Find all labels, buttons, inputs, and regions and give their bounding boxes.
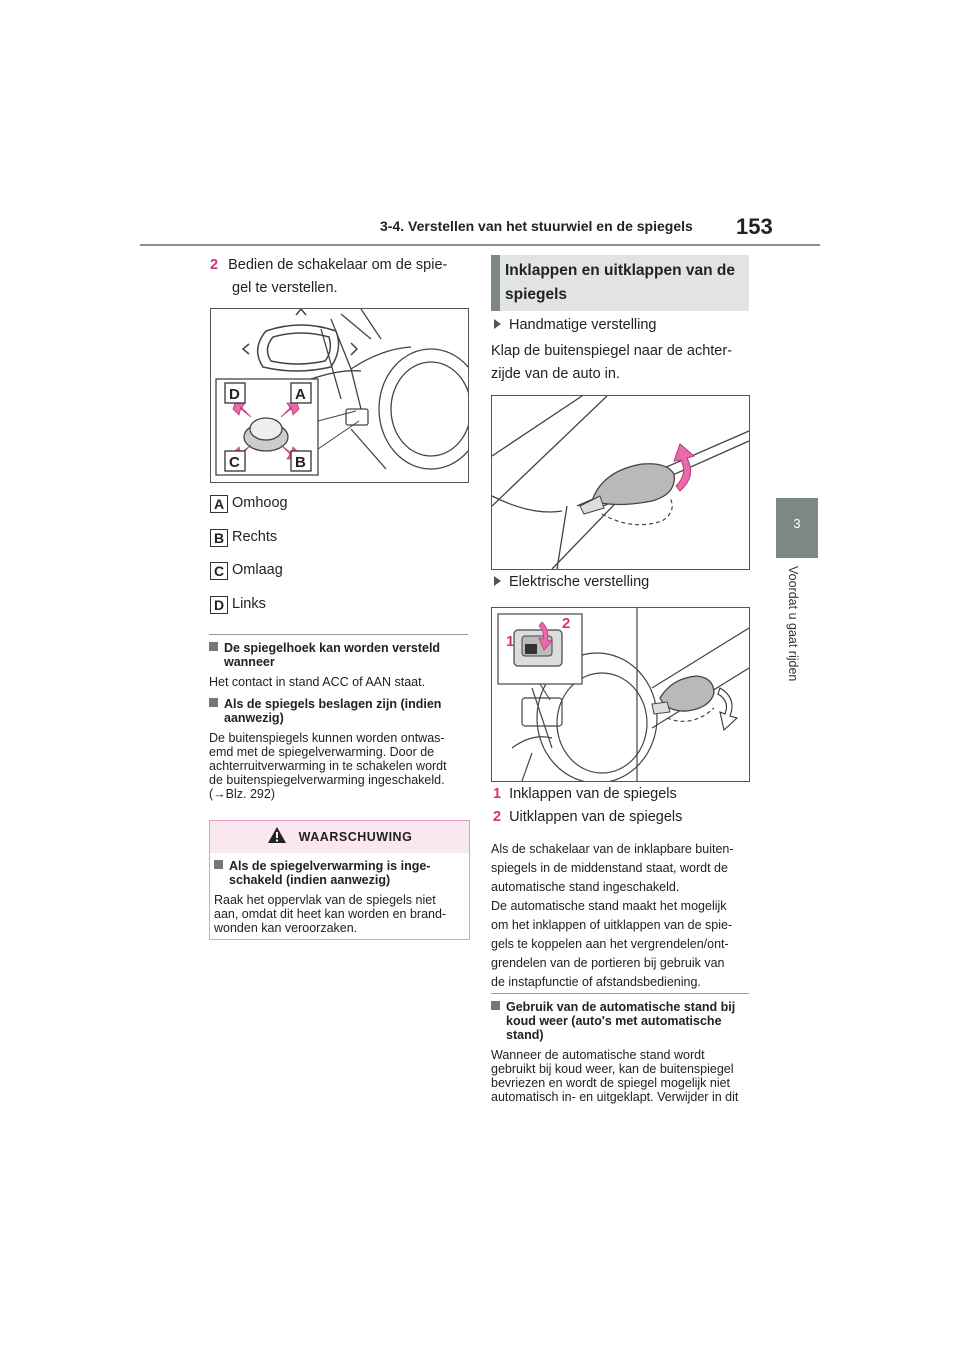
legend-item-d: [210, 593, 266, 616]
note2-body: De buitenspiegels kunnen worden ontwas- emd met de spiegelverwarming. Door de achterruitverwarming in te schakelen wordt de buitenspiegelverwarming ingeschakeld. (→Blz. 292): [209, 731, 447, 801]
triangle-bullet-icon: [494, 576, 501, 586]
note1-title: De spiegelhoek kan worden versteld: [209, 641, 440, 655]
triangle-bullet-icon: [494, 319, 501, 329]
step-2: [210, 254, 447, 277]
electric-fold-drawing: [492, 608, 749, 781]
legend-item-c: [210, 559, 283, 582]
manual-body-line2: zijde van de auto in.: [491, 366, 620, 382]
note1-title-line2: wanneer: [224, 655, 275, 669]
legend-text: Links: [232, 596, 266, 612]
note2-title: Als de spiegels beslagen zijn (indien: [209, 697, 441, 711]
fold-step-2: 2 Uitklappen van de spiegels: [493, 809, 683, 825]
note3-body: Wanneer de automatische stand wordt gebruikt bij koud weer, kan de buitenspiegel bevriezen en wordt de spiegel mogelijk niet automatisch in- en uitgeklapt. Verwijder in dit: [491, 1048, 739, 1104]
note-divider: [209, 634, 468, 635]
fig-label-b: B: [295, 454, 306, 471]
step-text-line2: gel te verstellen.: [232, 280, 338, 296]
section-heading-bar: [491, 255, 500, 311]
warning-box: [209, 820, 470, 940]
page-number: 153: [736, 214, 773, 239]
legend-key: D: [210, 596, 228, 614]
square-bullet-icon: [209, 698, 218, 707]
legend-key: A: [210, 495, 228, 513]
section-header-title: 3-4. Verstellen van het stuurwiel en de spiegels: [380, 218, 693, 234]
square-bullet-icon: [209, 642, 218, 651]
fig-label-d: D: [229, 386, 240, 403]
fig-number-2: 2: [562, 615, 571, 632]
electric-fold-illustration: [491, 607, 750, 782]
square-bullet-icon: [491, 1001, 500, 1010]
warning-heading: WAARSCHUWING: [210, 821, 469, 853]
note3-title-line2: koud weer (auto's met automatische: [506, 1014, 722, 1028]
legend-text: Rechts: [232, 529, 278, 545]
fig-label-a: A: [295, 386, 306, 403]
note2-title-line2: aanwezig): [224, 711, 284, 725]
auto-mode-paragraph: Als de schakelaar van de inklapbare buiten- spiegels in de middenstand staat, wordt de automatische stand ingeschakeld. De automatische stand maakt het mogelijk om het inklappen of uitklappen van de spie- gels te koppelen aan het vergrendelen/ont- grendelen van de portieren bij gebruik van de instapfunctie of afstandsbediening.: [491, 842, 734, 989]
note3-title-line3: stand): [506, 1028, 544, 1042]
legend-text: Omhoog: [232, 495, 288, 511]
manual-body-line1: Klap de buitenspiegel naar de achter-: [491, 343, 733, 359]
legend-text: Omlaag: [232, 562, 283, 578]
warning-triangle-icon: [267, 826, 287, 844]
note1-body: Het contact in stand ACC of AAN staat.: [209, 675, 426, 689]
section-heading-text: Inklappen en uitklappen van de spiegels: [505, 262, 735, 303]
warning-body: Raak het oppervlak van de spiegels niet aan, omdat dit heet kan worden en brand- wonden kan veroorzaken.: [214, 893, 447, 935]
square-bullet-icon: [214, 860, 223, 869]
manual-heading: Handmatige verstelling: [494, 314, 657, 337]
fig-label-c: C: [229, 454, 240, 471]
step-text-line1: Bedien de schakelaar om de spie-: [228, 257, 448, 273]
electric-heading: Elektrische verstelling: [494, 571, 649, 594]
legend-key: B: [210, 529, 228, 547]
note3-title: Gebruik van de automatische stand bij: [491, 1000, 735, 1014]
legend-item-b: [210, 526, 277, 549]
step-number: 2: [210, 257, 219, 273]
section-heading-fold: [491, 255, 749, 311]
warning-title: Als de spiegelverwarming is inge-: [214, 859, 430, 873]
fig-number-1: 1: [506, 633, 515, 650]
manual-fold-drawing: [492, 396, 749, 569]
legend-key: C: [210, 562, 228, 580]
fold-step-1: 1 Inklappen van de spiegels: [493, 786, 677, 802]
chapter-tab: 3: [776, 498, 818, 558]
header-rule: [140, 244, 820, 246]
mirror-adjust-illustration: [210, 308, 469, 483]
chapter-label: Voordat u gaat rijden: [786, 566, 800, 682]
manual-fold-illustration: [491, 395, 750, 570]
mirror-adjust-drawing: [211, 309, 468, 482]
note-divider-right: [491, 993, 749, 994]
warning-title-line2: schakeld (indien aanwezig): [229, 873, 391, 887]
legend-item-a: [210, 492, 288, 515]
